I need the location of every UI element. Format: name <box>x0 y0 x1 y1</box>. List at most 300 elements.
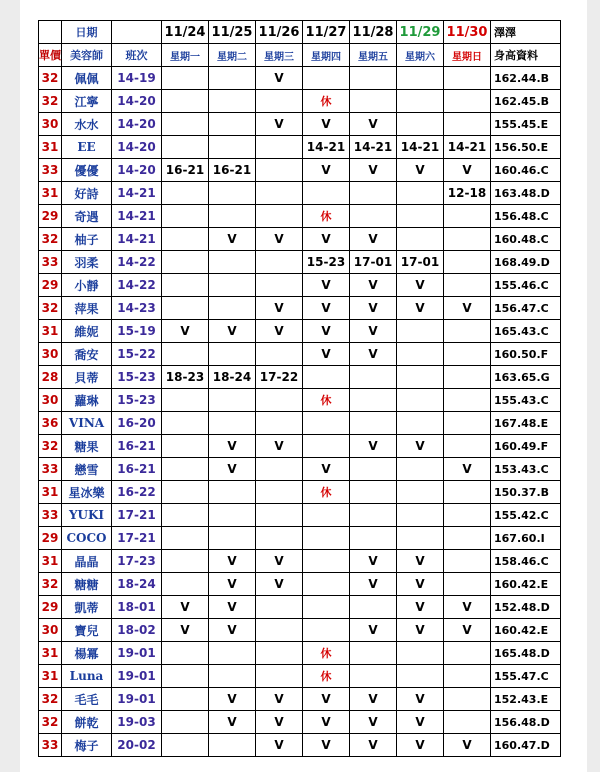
shift-cell: 18-24 <box>112 573 162 596</box>
day-cell <box>209 412 256 435</box>
day-cell <box>162 343 209 366</box>
day-check-cell: V <box>303 688 350 711</box>
day-cell: 17-01 <box>350 251 397 274</box>
day-cell: 16-21 <box>162 159 209 182</box>
shift-header: 班次 <box>112 44 162 67</box>
table-row <box>39 642 561 665</box>
day-cell <box>162 665 209 688</box>
day-cell <box>397 504 444 527</box>
day-cell <box>303 182 350 205</box>
price-cell: 31 <box>39 642 62 665</box>
height-info-cell: 155.45.E <box>491 113 561 136</box>
day-cell <box>303 67 350 90</box>
day-cell <box>444 90 491 113</box>
price-cell: 32 <box>39 573 62 596</box>
day-cell: 14-21 <box>350 136 397 159</box>
height-info-cell: 152.48.D <box>491 596 561 619</box>
day-cell <box>444 688 491 711</box>
day-cell <box>209 389 256 412</box>
day-check-cell: V <box>350 711 397 734</box>
day-cell <box>444 435 491 458</box>
day-check-cell: V <box>209 688 256 711</box>
weekday-header-wed: 星期三 <box>256 44 303 67</box>
day-check-cell: V <box>256 550 303 573</box>
day-cell: 15-23 <box>303 251 350 274</box>
day-check-cell: V <box>350 734 397 757</box>
height-info-cell: 156.48.D <box>491 711 561 734</box>
day-check-cell: V <box>256 688 303 711</box>
day-cell: 14-21 <box>303 136 350 159</box>
height-info-cell: 165.43.C <box>491 320 561 343</box>
day-cell <box>397 182 444 205</box>
weekday-header-thu: 星期四 <box>303 44 350 67</box>
day-cell <box>397 343 444 366</box>
day-check-cell: V <box>256 711 303 734</box>
day-cell <box>444 573 491 596</box>
beautician-name-cell: YUKI <box>62 504 112 527</box>
day-cell <box>444 67 491 90</box>
day-check-cell: V <box>350 435 397 458</box>
day-check-cell: V <box>162 320 209 343</box>
day-off-cell: 休 <box>303 665 350 688</box>
date-header-1125: 11/25 <box>209 21 256 44</box>
price-cell: 30 <box>39 389 62 412</box>
shift-cell: 19-01 <box>112 642 162 665</box>
day-cell <box>162 734 209 757</box>
price-cell: 32 <box>39 688 62 711</box>
shift-cell: 19-01 <box>112 665 162 688</box>
shift-cell: 17-21 <box>112 527 162 550</box>
day-cell <box>209 90 256 113</box>
day-cell <box>444 642 491 665</box>
day-cell: 18-23 <box>162 366 209 389</box>
height-info-cell: 155.42.C <box>491 504 561 527</box>
beautician-name-cell: 小靜 <box>62 274 112 297</box>
price-cell: 29 <box>39 527 62 550</box>
day-cell <box>162 113 209 136</box>
day-cell <box>350 665 397 688</box>
day-cell <box>444 274 491 297</box>
day-off-cell: 休 <box>303 481 350 504</box>
day-check-cell: V <box>209 435 256 458</box>
day-check-cell: V <box>397 573 444 596</box>
day-cell <box>209 527 256 550</box>
day-cell <box>162 228 209 251</box>
day-check-cell: V <box>256 297 303 320</box>
day-cell <box>162 573 209 596</box>
height-info-cell: 155.43.C <box>491 389 561 412</box>
day-cell <box>256 504 303 527</box>
day-cell <box>397 665 444 688</box>
day-cell <box>303 596 350 619</box>
date-header-1129: 11/29 <box>397 21 444 44</box>
beautician-name-cell: 萍果 <box>62 297 112 320</box>
column-header-row <box>39 44 561 67</box>
day-cell <box>209 481 256 504</box>
day-cell <box>444 228 491 251</box>
day-cell <box>209 251 256 274</box>
day-cell <box>162 67 209 90</box>
day-check-cell: V <box>397 734 444 757</box>
day-cell <box>350 90 397 113</box>
day-cell <box>256 343 303 366</box>
height-info-cell: 160.49.F <box>491 435 561 458</box>
price-cell: 31 <box>39 136 62 159</box>
day-cell <box>303 504 350 527</box>
day-check-cell: V <box>303 274 350 297</box>
height-info-cell: 165.48.D <box>491 642 561 665</box>
day-cell <box>209 67 256 90</box>
table-row <box>39 504 561 527</box>
shift-cell: 19-03 <box>112 711 162 734</box>
day-cell <box>444 481 491 504</box>
beautician-name-cell: 餅乾 <box>62 711 112 734</box>
height-info-cell: 160.46.C <box>491 159 561 182</box>
shift-cell: 17-23 <box>112 550 162 573</box>
height-info-cell: 160.42.E <box>491 619 561 642</box>
table-row <box>39 481 561 504</box>
shift-cell: 14-21 <box>112 228 162 251</box>
beautician-name-cell: Luna <box>62 665 112 688</box>
shift-cell: 15-23 <box>112 389 162 412</box>
day-cell: 17-01 <box>397 251 444 274</box>
height-info-cell: 160.42.E <box>491 573 561 596</box>
table-row <box>39 734 561 757</box>
day-cell <box>256 412 303 435</box>
beautician-name-cell: 江寧 <box>62 90 112 113</box>
beautician-name-cell: VINA <box>62 412 112 435</box>
day-cell <box>444 389 491 412</box>
day-cell <box>162 297 209 320</box>
day-cell <box>256 665 303 688</box>
day-check-cell: V <box>162 596 209 619</box>
price-header: 單價 <box>39 44 62 67</box>
shift-cell: 18-02 <box>112 619 162 642</box>
height-info-cell: 163.65.G <box>491 366 561 389</box>
day-off-cell: 休 <box>303 90 350 113</box>
day-check-cell: V <box>209 711 256 734</box>
day-cell <box>256 389 303 412</box>
shift-cell: 16-21 <box>112 458 162 481</box>
day-check-cell: V <box>256 734 303 757</box>
beautician-name-cell: 佩佩 <box>62 67 112 90</box>
day-cell <box>256 274 303 297</box>
weekday-header-sun: 星期日 <box>444 44 491 67</box>
day-check-cell: V <box>256 435 303 458</box>
day-cell <box>162 274 209 297</box>
day-cell <box>256 642 303 665</box>
table-row <box>39 136 561 159</box>
day-cell <box>444 711 491 734</box>
table-row <box>39 343 561 366</box>
name-header: 美容師 <box>62 44 112 67</box>
shift-cell: 18-01 <box>112 596 162 619</box>
day-cell <box>303 619 350 642</box>
day-cell <box>256 481 303 504</box>
weekday-header-tue: 星期二 <box>209 44 256 67</box>
day-cell <box>256 458 303 481</box>
day-cell <box>350 642 397 665</box>
day-cell <box>444 205 491 228</box>
date-header-1128: 11/28 <box>350 21 397 44</box>
day-check-cell: V <box>350 573 397 596</box>
beautician-name-cell: 蘿琳 <box>62 389 112 412</box>
beautician-name-cell: 喬安 <box>62 343 112 366</box>
day-check-cell: V <box>397 274 444 297</box>
shift-cell: 16-22 <box>112 481 162 504</box>
day-off-cell: 休 <box>303 642 350 665</box>
day-check-cell: V <box>350 320 397 343</box>
day-cell <box>303 412 350 435</box>
day-cell <box>444 504 491 527</box>
day-cell <box>397 67 444 90</box>
shift-cell: 19-01 <box>112 688 162 711</box>
day-cell <box>303 366 350 389</box>
day-check-cell: V <box>209 573 256 596</box>
beautician-name-cell: 水水 <box>62 113 112 136</box>
day-check-cell: V <box>303 343 350 366</box>
table-row <box>39 297 561 320</box>
shift-cell: 15-23 <box>112 366 162 389</box>
height-info-cell: 163.48.D <box>491 182 561 205</box>
header-blank-cell <box>112 21 162 44</box>
beautician-name-cell: 凱蒂 <box>62 596 112 619</box>
day-check-cell: V <box>397 435 444 458</box>
day-cell <box>162 435 209 458</box>
day-check-cell: V <box>303 458 350 481</box>
table-row <box>39 366 561 389</box>
day-cell: 17-22 <box>256 366 303 389</box>
day-check-cell: V <box>444 297 491 320</box>
height-info-cell: 160.48.C <box>491 228 561 251</box>
day-check-cell: V <box>397 711 444 734</box>
day-check-cell: V <box>397 159 444 182</box>
day-cell <box>350 67 397 90</box>
day-check-cell: V <box>444 734 491 757</box>
price-cell: 30 <box>39 113 62 136</box>
day-cell <box>397 642 444 665</box>
day-cell <box>444 550 491 573</box>
table-row <box>39 90 561 113</box>
day-cell <box>397 228 444 251</box>
table-row <box>39 274 561 297</box>
beautician-name-cell: 柚子 <box>62 228 112 251</box>
day-cell <box>350 366 397 389</box>
day-cell <box>397 320 444 343</box>
beautician-name-cell: EE <box>62 136 112 159</box>
day-cell: 12-18 <box>444 182 491 205</box>
table-row <box>39 596 561 619</box>
day-cell <box>350 412 397 435</box>
day-cell <box>397 527 444 550</box>
day-cell <box>303 435 350 458</box>
day-cell: 14-21 <box>444 136 491 159</box>
height-info-cell: 162.44.B <box>491 67 561 90</box>
height-info-cell: 158.46.C <box>491 550 561 573</box>
day-cell <box>256 182 303 205</box>
day-cell <box>350 389 397 412</box>
price-cell: 29 <box>39 205 62 228</box>
beautician-name-cell: 優優 <box>62 159 112 182</box>
header-blank-cell <box>39 21 62 44</box>
day-check-cell: V <box>350 297 397 320</box>
table-row <box>39 550 561 573</box>
day-cell <box>256 527 303 550</box>
price-cell: 28 <box>39 366 62 389</box>
day-cell <box>397 90 444 113</box>
day-check-cell: V <box>303 159 350 182</box>
day-cell <box>444 527 491 550</box>
table-row <box>39 182 561 205</box>
day-cell <box>162 550 209 573</box>
day-check-cell: V <box>350 343 397 366</box>
day-cell <box>209 642 256 665</box>
weekday-header-sat: 星期六 <box>397 44 444 67</box>
day-check-cell: V <box>397 688 444 711</box>
date-header-1130: 11/30 <box>444 21 491 44</box>
price-cell: 33 <box>39 251 62 274</box>
day-check-cell: V <box>303 228 350 251</box>
shift-cell: 14-20 <box>112 136 162 159</box>
day-cell <box>162 642 209 665</box>
beautician-name-cell: COCO <box>62 527 112 550</box>
beautician-name-cell: 糖糖 <box>62 573 112 596</box>
price-cell: 36 <box>39 412 62 435</box>
shift-cell: 20-02 <box>112 734 162 757</box>
height-info-cell: 156.48.C <box>491 205 561 228</box>
date-header-1126: 11/26 <box>256 21 303 44</box>
day-cell <box>444 320 491 343</box>
day-cell <box>162 458 209 481</box>
table-row <box>39 619 561 642</box>
schedule-sheet <box>20 0 587 772</box>
day-check-cell: V <box>209 550 256 573</box>
shift-cell: 16-20 <box>112 412 162 435</box>
day-cell <box>209 182 256 205</box>
day-cell <box>162 688 209 711</box>
day-check-cell: V <box>350 688 397 711</box>
day-cell: 18-24 <box>209 366 256 389</box>
shift-cell: 14-20 <box>112 159 162 182</box>
day-cell: 16-21 <box>209 159 256 182</box>
height-info-cell: 160.47.D <box>491 734 561 757</box>
table-row <box>39 113 561 136</box>
beautician-name-cell: 貝蒂 <box>62 366 112 389</box>
height-info-cell: 160.50.F <box>491 343 561 366</box>
day-cell <box>397 366 444 389</box>
shift-cell: 14-21 <box>112 205 162 228</box>
price-cell: 33 <box>39 734 62 757</box>
price-cell: 31 <box>39 550 62 573</box>
day-check-cell: V <box>162 619 209 642</box>
day-check-cell: V <box>350 159 397 182</box>
day-cell <box>162 182 209 205</box>
price-cell: 33 <box>39 159 62 182</box>
day-check-cell: V <box>256 113 303 136</box>
height-info-cell: 167.48.E <box>491 412 561 435</box>
weekday-header-mon: 星期一 <box>162 44 209 67</box>
day-cell <box>397 412 444 435</box>
day-cell <box>444 412 491 435</box>
day-cell <box>350 182 397 205</box>
day-cell <box>444 665 491 688</box>
shift-cell: 14-20 <box>112 113 162 136</box>
height-info-cell: 155.47.C <box>491 665 561 688</box>
day-cell <box>256 136 303 159</box>
day-check-cell: V <box>397 619 444 642</box>
day-cell <box>397 205 444 228</box>
day-cell <box>162 90 209 113</box>
table-row <box>39 711 561 734</box>
day-check-cell: V <box>444 159 491 182</box>
price-cell: 29 <box>39 596 62 619</box>
height-info-cell: 156.47.C <box>491 297 561 320</box>
beautician-name-cell: 糖果 <box>62 435 112 458</box>
day-check-cell: V <box>256 67 303 90</box>
height-info-cell: 153.43.C <box>491 458 561 481</box>
shift-cell: 14-19 <box>112 67 162 90</box>
price-cell: 33 <box>39 504 62 527</box>
day-cell <box>209 205 256 228</box>
day-check-cell: V <box>350 619 397 642</box>
day-cell <box>209 504 256 527</box>
day-check-cell: V <box>444 458 491 481</box>
height-info-cell: 162.45.B <box>491 90 561 113</box>
height-info-cell: 156.50.E <box>491 136 561 159</box>
shift-cell: 16-21 <box>112 435 162 458</box>
schedule-table <box>38 20 561 757</box>
day-off-cell: 休 <box>303 389 350 412</box>
beautician-name-cell: 寶兒 <box>62 619 112 642</box>
price-cell: 32 <box>39 711 62 734</box>
day-check-cell: V <box>303 297 350 320</box>
table-row <box>39 527 561 550</box>
date-header-1127: 11/27 <box>303 21 350 44</box>
day-cell <box>162 504 209 527</box>
day-cell <box>209 274 256 297</box>
day-cell <box>162 412 209 435</box>
day-cell <box>350 205 397 228</box>
price-cell: 32 <box>39 297 62 320</box>
price-cell: 32 <box>39 67 62 90</box>
day-check-cell: V <box>397 596 444 619</box>
day-cell <box>444 366 491 389</box>
day-check-cell: V <box>397 550 444 573</box>
day-check-cell: V <box>209 619 256 642</box>
day-cell <box>397 389 444 412</box>
price-cell: 30 <box>39 619 62 642</box>
date-label: 日期 <box>62 21 112 44</box>
day-check-cell: V <box>350 274 397 297</box>
day-cell <box>256 251 303 274</box>
table-row <box>39 573 561 596</box>
info-header: 身高資料 <box>491 44 561 67</box>
day-off-cell: 休 <box>303 205 350 228</box>
day-check-cell: V <box>350 113 397 136</box>
day-cell <box>350 504 397 527</box>
shift-cell: 17-21 <box>112 504 162 527</box>
day-cell <box>209 734 256 757</box>
day-cell <box>209 113 256 136</box>
table-row <box>39 688 561 711</box>
beautician-name-cell: 好詩 <box>62 182 112 205</box>
price-cell: 32 <box>39 90 62 113</box>
beautician-name-cell: 毛毛 <box>62 688 112 711</box>
day-cell <box>397 481 444 504</box>
table-row <box>39 412 561 435</box>
price-cell: 30 <box>39 343 62 366</box>
day-cell <box>256 596 303 619</box>
